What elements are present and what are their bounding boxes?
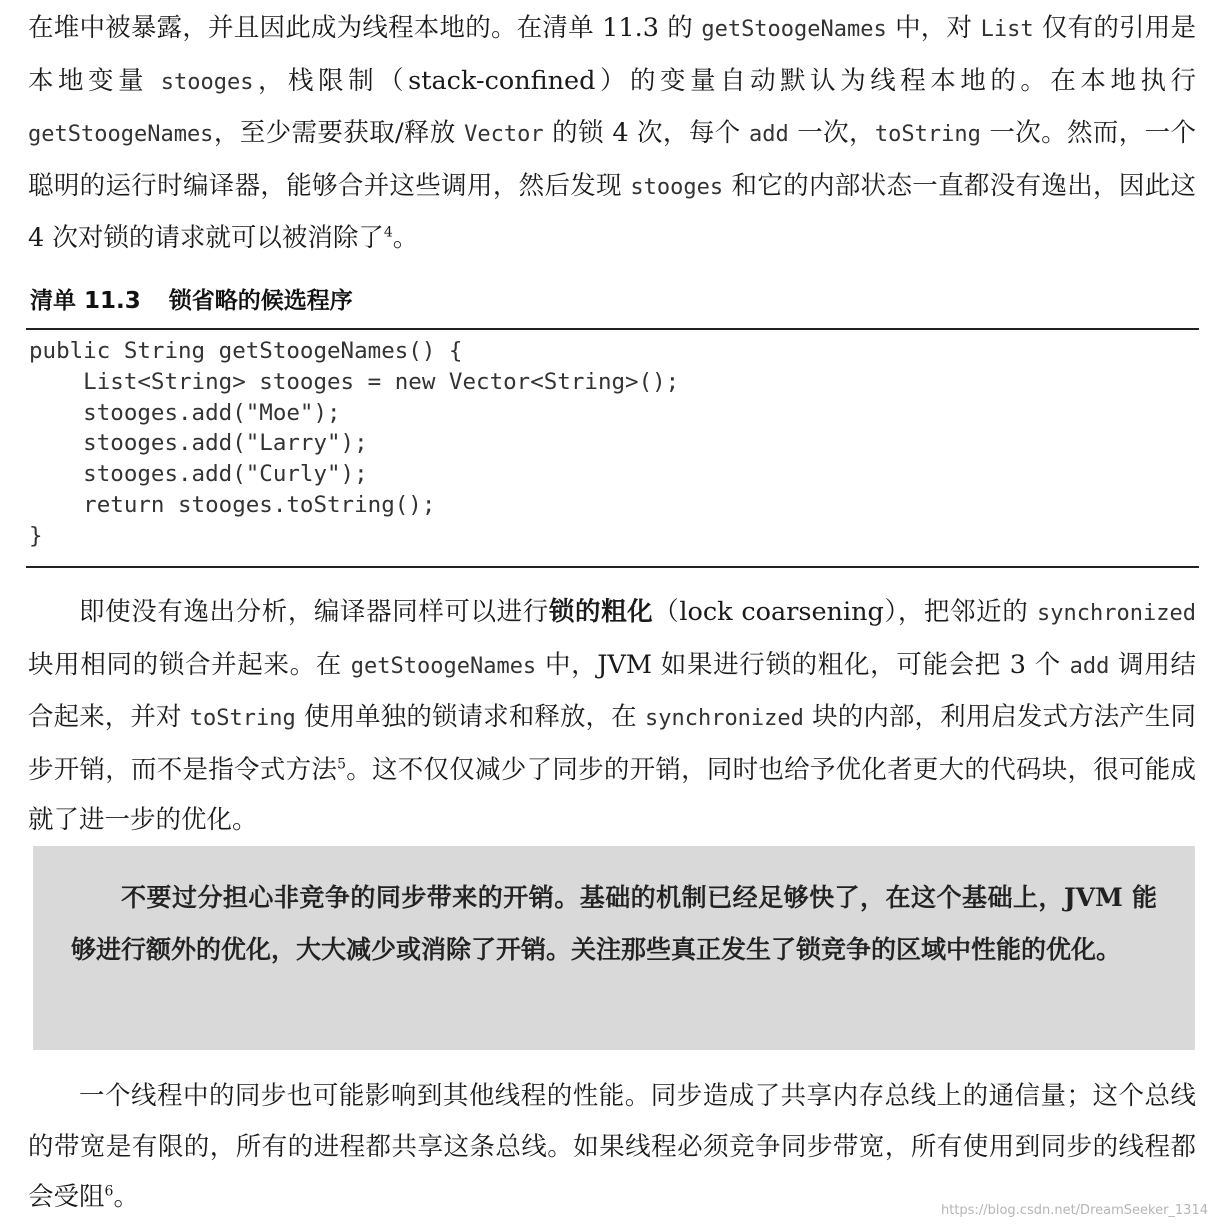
listing-bottom-rule [26,566,1199,568]
inline-code: stooges [160,69,254,95]
paragraph-bus-contention [28,1071,1196,1223]
text: 一次， [788,118,875,148]
listing-title: 锁省略的候选程序 [168,288,353,314]
inline-code: getStoogeNames [28,122,214,147]
bold-term: 锁的粗化 [548,597,654,627]
text: 。 [113,1182,139,1212]
text: 的锁 4 次，每个 [543,118,750,148]
text: 中，JVM 如果进行锁的粗化，可能会把 3 个 [536,649,1070,680]
inline-code: getStoogeNames [701,17,887,42]
text: 。这不仅仅减少了同步的开销，同时也给予优化者更大的代码块，很可能成就了进一步的优化。 [28,754,1196,835]
inline-code: List [980,17,1034,42]
listing-caption [30,282,353,315]
inline-code: getStoogeNames [350,653,537,679]
text: （lock coarsening），把邻近的 [653,597,1038,627]
tip-box [33,846,1195,1050]
text: 使用单独的锁请求和释放，在 [295,702,645,732]
inline-code: add [1069,653,1110,679]
inline-code: toString [874,122,981,147]
text: 在堆中被暴露，并且因此成为线程本地的。在清单 11.3 的 [28,13,702,43]
footnote-ref[interactable]: 5 [337,756,347,772]
watermark: https://blog.csdn.net/DreamSeeker_1314 [941,1203,1208,1218]
text: 。 [392,223,419,253]
inline-code: stooges [630,174,724,200]
text: 块用相同的锁合并起来。在 [28,649,351,680]
text: 即使没有逸出分析，编译器同样可以进行 [79,597,549,627]
inline-code: toString [189,706,296,731]
listing-number: 清单 11.3 [30,288,141,314]
footnote-ref[interactable]: 6 [104,1183,114,1200]
text: 和它的内部状态一直都没有逸出，因此这 4 次对锁的请求就可以被消除了 [28,170,1196,253]
inline-code: Vector [464,122,544,147]
text: 一次。然而，一个聪明的运行时编译器，能够合并这些调用，然后发现 [28,118,1197,201]
code-listing: public String getStoogeNames() { List<String> stooges = new Vector<String>(); stooges.add("Moe"); stooges.add("Larry"); stooges.add("Curly"); return stooges.toString(); } [29,338,680,549]
text: 仅有的引用是本地变量 [28,13,1196,96]
inline-code: add [749,122,789,147]
tip-text: 不要过分担心非竞争的同步带来的开销。基础的机制已经足够快了，在这个基础上，JVM 能够进行额外的优化，大大减少或消除了开销。关注那些真正发生了锁竞争的区域中性能的优化。 [71,883,1157,964]
paragraph-lock-elision [28,3,1196,264]
text: ，栈限制（stack-confined）的变量自动默认为线程本地的。在本地执行 [253,65,1197,96]
inline-code: synchronized [1037,601,1196,626]
text: 中，对 [886,13,981,43]
paragraph-lock-coarsening [28,587,1196,846]
listing-top-rule [26,328,1199,330]
text: ，至少需要获取/释放 [213,118,465,148]
text: 一个线程中的同步也可能影响到其他线程的性能。同步造成了共享内存总线上的通信量；这个总线的带宽是有限的，所有的进程都共享这条总线。如果线程必须竞争同步带宽，所有使用到同步的线程都会受阻 [28,1081,1196,1212]
text: 块的内部，利用启发式方法产生同步开销，而不是指令式方法 [28,702,1197,785]
inline-code: synchronized [644,706,804,731]
footnote-ref[interactable]: 4 [383,224,393,241]
text: 调用结合起来，并对 [28,649,1196,732]
